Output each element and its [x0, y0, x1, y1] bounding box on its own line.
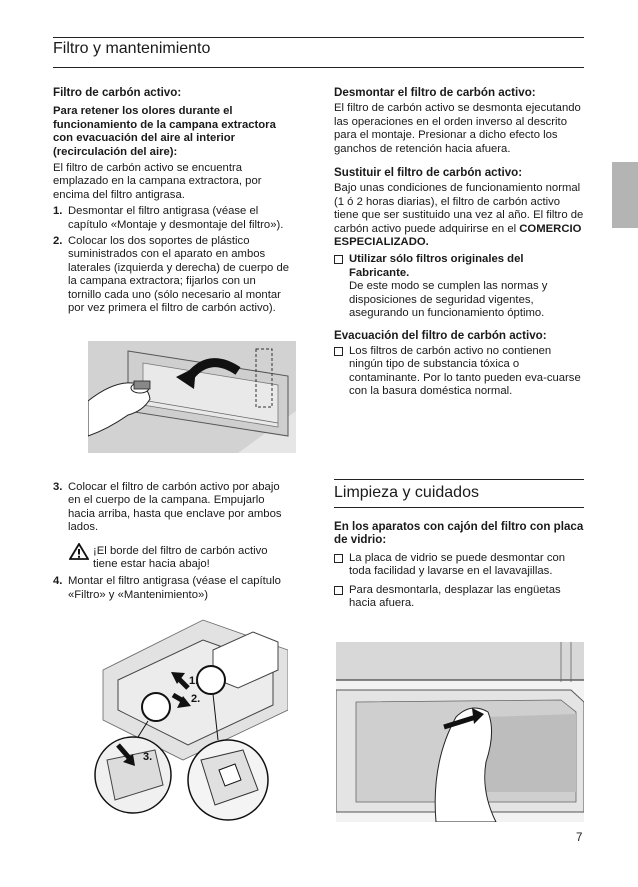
replace-text-bold: COMERCIO ESPECIALIZADO. [334, 222, 582, 249]
intro-bold-text: Para retener los olores durante el funcionamiento de la campana extractora con evacuación del aire al interior (recirculación del aire): [53, 105, 276, 158]
step-text: Montar el filtro antigrasa (véase el capítulo «Filtro» y «Mantenimiento») [68, 575, 281, 601]
illustration-glass-plate [336, 642, 584, 822]
step-item [53, 205, 290, 232]
cleaning-top-rule [334, 479, 584, 480]
step-item [53, 235, 290, 315]
checkbox-square-icon [334, 586, 343, 595]
section-heading-remove: Desmontar el filtro de carbón activo: [334, 86, 536, 99]
checkbox-square-icon [334, 255, 343, 264]
illustration-insert-filter [93, 610, 288, 825]
left-column-bottom [53, 481, 290, 605]
header-bottom-rule [53, 67, 584, 68]
drawer-item-text: Para desmontarla, desplazar las engüetas hacia afuera. [349, 583, 561, 610]
illustration-mount-supports [88, 341, 296, 453]
figure-label-2: 2. [191, 693, 201, 705]
figure-label-1: 1. [189, 675, 199, 687]
step-item [53, 481, 290, 535]
original-filters-text: De este modo se cumplen las normas y disposiciones de seguridad vigentes, asegurando un funcionamiento óptimo. [349, 280, 548, 320]
step-text: Colocar los dos soportes de plástico suministrados con el aparato en ambos laterales (izquierda y derecha) de cuerpo de la campana extractora; fijarlos con un tornillo cada uno (sólo necesario al montar por vez primera el filtro de carbón activo). [68, 235, 290, 315]
section-heading-drawer: En los aparatos con cajón del filtro con placa de vidrio: [334, 520, 584, 547]
step-number: 1. [53, 205, 63, 218]
step-number: 3. [53, 481, 63, 493]
cleaning-bottom-rule [334, 507, 584, 508]
drawer-item-text: La placa de vidrio se puede desmontar con toda facilidad y lavarse en el lavavajillas. [349, 551, 566, 578]
header-top-rule [53, 37, 584, 38]
remove-text: El filtro de carbón activo se desmonta ejecutando las operaciones en el orden inverso al descrito para el montaje. Presionar a dicho efecto los ganchos de retención hacia afuera. [334, 102, 581, 155]
right-column-top [334, 86, 584, 404]
original-filters-bold: Utilizar sólo filtros originales del Fabricante. [349, 253, 524, 279]
section-tab-marker [612, 162, 638, 228]
step-number: 2. [53, 235, 63, 248]
intro-text: El filtro de carbón activo se encuentra emplazado en la campana extractora, por encima del filtro antigrasa. [53, 162, 262, 201]
page-number: 7 [576, 832, 583, 844]
drawer-item [334, 584, 584, 611]
steps-list-b [53, 481, 290, 535]
page-title: Filtro y mantenimiento [53, 40, 211, 57]
step-text: Desmontar el filtro antigrasa (véase el capítulo «Montaje y desmontaje del filtro»). [68, 205, 284, 231]
steps-list-c [53, 575, 290, 602]
checkbox-square-icon [334, 554, 343, 563]
drawer-item [334, 552, 584, 579]
section-heading-disposal: Evacuación del filtro de carbón activo: [334, 328, 547, 342]
warning-text: ¡El borde del filtro de carbón activo tiene estar hacia abajo! [93, 544, 268, 571]
section-heading-carbon-filter: Filtro de carbón activo: [53, 86, 182, 99]
steps-list-a [53, 205, 290, 315]
step-item [53, 575, 290, 602]
cleaning-section-title: Limpieza y cuidados [334, 484, 479, 501]
replace-text-main: Bajo unas condiciones de funcionamiento normal (1 ó 2 horas diarias), el filtro de carbón activo tiene que ser sustituido una vez al año. El filtro de carbón activo puede adquirirse en el [334, 182, 584, 235]
left-column-top [53, 86, 290, 319]
warning-note [53, 545, 290, 572]
section-heading-replace: Sustituir el filtro de carbón activo: [334, 166, 523, 180]
replace-text [334, 182, 584, 249]
figure-label-3: 3. [143, 751, 153, 763]
warning-triangle-icon [69, 543, 89, 560]
disposal-text: Los filtros de carbón activo no contienen ningún tipo de substancia tóxica o contaminante. Por lo tanto pueden eva-cuarse con la basura doméstica normal. [349, 344, 581, 398]
original-filters-note [334, 253, 584, 320]
step-number: 4. [53, 575, 63, 588]
right-column-bottom [334, 520, 584, 615]
disposal-note [334, 345, 584, 399]
step-text: Colocar el filtro de carbón activo por abajo en el cuerpo de la campana. Empujarlo hacia arriba, hasta que enclave por ambos lados. [68, 481, 282, 534]
checkbox-square-icon [334, 347, 343, 356]
